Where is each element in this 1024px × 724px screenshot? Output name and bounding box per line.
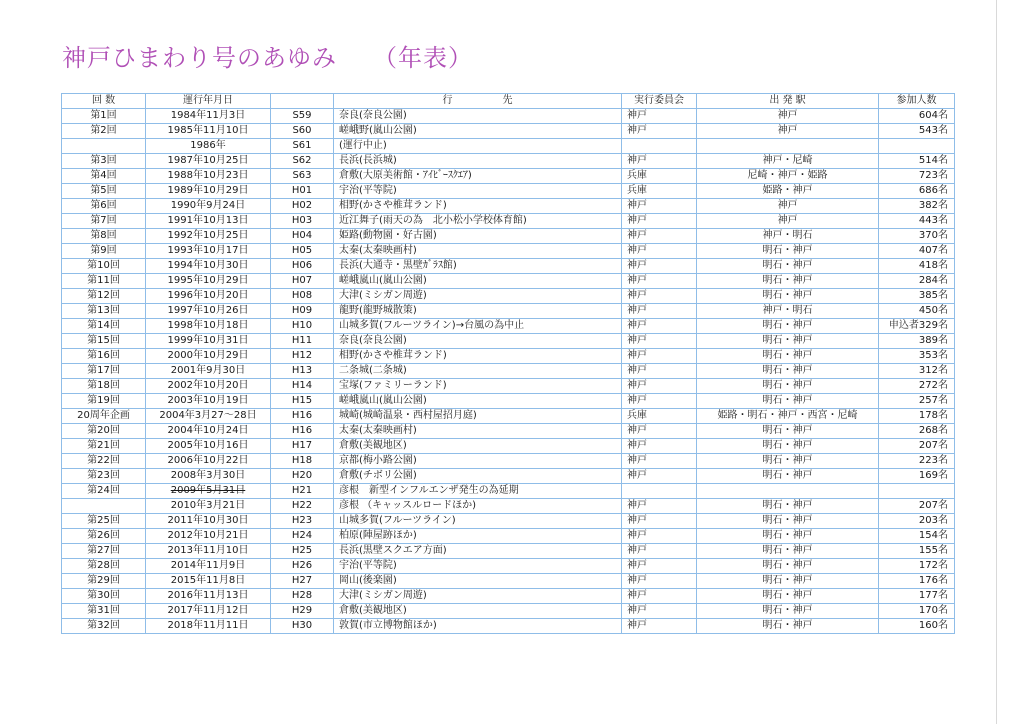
cell-count: 172名 <box>879 559 955 574</box>
cell-date: 1987年10月25日 <box>146 154 271 169</box>
cell-count <box>879 484 955 499</box>
cell-no: 第11回 <box>62 274 146 289</box>
cell-era: S63 <box>271 169 334 184</box>
cell-committee: 神戸 <box>622 544 697 559</box>
cell-count: 370名 <box>879 229 955 244</box>
cell-destination: 山城多賀(フルーツライン) <box>334 514 622 529</box>
cell-committee: 神戸 <box>622 604 697 619</box>
cell-committee: 神戸 <box>622 499 697 514</box>
cell-destination: 奈良(奈良公園) <box>334 334 622 349</box>
cell-era: H01 <box>271 184 334 199</box>
cell-committee: 神戸 <box>622 274 697 289</box>
cell-count: 177名 <box>879 589 955 604</box>
table-row <box>62 259 955 274</box>
cell-date: 2018年11月11日 <box>146 619 271 634</box>
cell-destination: 近江舞子(雨天の為 北小松小学校体育館) <box>334 214 622 229</box>
cell-count: 382名 <box>879 199 955 214</box>
cell-count: 312名 <box>879 364 955 379</box>
page-edge <box>996 0 997 724</box>
cell-destination: 相野(かさや椎茸ランド) <box>334 199 622 214</box>
cell-date: 1985年11月10日 <box>146 124 271 139</box>
cell-destination: 京都(梅小路公園) <box>334 454 622 469</box>
table-row <box>62 469 955 484</box>
cell-era: H10 <box>271 319 334 334</box>
cell-date: 2017年11月12日 <box>146 604 271 619</box>
cell-date: 1995年10月29日 <box>146 274 271 289</box>
cell-no: 第27回 <box>62 544 146 559</box>
cell-destination: 倉敷(チボリ公園) <box>334 469 622 484</box>
cell-date: 1996年10月20日 <box>146 289 271 304</box>
cell-station: 明石・神戸 <box>697 559 879 574</box>
table-row <box>62 274 955 289</box>
cell-committee: 神戸 <box>622 439 697 454</box>
table-row <box>62 484 955 499</box>
cell-era: H21 <box>271 484 334 499</box>
cell-station: 明石・神戸 <box>697 439 879 454</box>
table-row <box>62 289 955 304</box>
cell-station: 明石・神戸 <box>697 469 879 484</box>
cell-committee: 兵庫 <box>622 409 697 424</box>
cell-station <box>697 139 879 154</box>
table-row <box>62 439 955 454</box>
cell-destination: 相野(かさや椎茸ランド) <box>334 349 622 364</box>
cell-era: H16 <box>271 409 334 424</box>
cell-era: S61 <box>271 139 334 154</box>
cell-destination: (運行中止) <box>334 139 622 154</box>
table-row <box>62 319 955 334</box>
cell-committee: 神戸 <box>622 109 697 124</box>
cell-destination: 倉敷(美観地区) <box>334 439 622 454</box>
cell-no: 第16回 <box>62 349 146 364</box>
cell-station: 明石・神戸 <box>697 574 879 589</box>
cell-no: 第3回 <box>62 154 146 169</box>
cell-station: 神戸・明石 <box>697 229 879 244</box>
cell-era: H03 <box>271 214 334 229</box>
cell-era: H15 <box>271 394 334 409</box>
cell-destination: 敦賀(市立博物館ほか) <box>334 619 622 634</box>
cell-era: H25 <box>271 544 334 559</box>
header-station: 出 発 駅 <box>697 94 879 109</box>
table-row <box>62 139 955 154</box>
cell-station: 神戸 <box>697 124 879 139</box>
cell-count: 543名 <box>879 124 955 139</box>
cell-no: 第9回 <box>62 244 146 259</box>
cell-destination: 大津(ミシガン周遊) <box>334 289 622 304</box>
cell-era: H22 <box>271 499 334 514</box>
cell-no: 第5回 <box>62 184 146 199</box>
cell-era: S59 <box>271 109 334 124</box>
cell-count <box>879 139 955 154</box>
cell-date: 1997年10月26日 <box>146 304 271 319</box>
cell-count: 170名 <box>879 604 955 619</box>
cell-date: 1991年10月13日 <box>146 214 271 229</box>
cell-destination: 倉敷(大原美術館・ｱｲﾋﾞｰｽｸｴｱ) <box>334 169 622 184</box>
cell-date: 2006年10月22日 <box>146 454 271 469</box>
cell-date: 2003年10月19日 <box>146 394 271 409</box>
cell-count: 176名 <box>879 574 955 589</box>
cell-date: 1984年11月3日 <box>146 109 271 124</box>
cell-date: 2001年9月30日 <box>146 364 271 379</box>
cell-no: 第22回 <box>62 454 146 469</box>
cell-count: 385名 <box>879 289 955 304</box>
cell-era: H28 <box>271 589 334 604</box>
cell-date: 2014年11月9日 <box>146 559 271 574</box>
cell-destination: 宇治(平等院) <box>334 184 622 199</box>
cell-destination: 龍野(龍野城散策) <box>334 304 622 319</box>
cell-no: 第15回 <box>62 334 146 349</box>
table-row <box>62 619 955 634</box>
table-row <box>62 574 955 589</box>
cell-no: 第23回 <box>62 469 146 484</box>
table-row <box>62 454 955 469</box>
cell-committee: 神戸 <box>622 469 697 484</box>
cell-no: 第13回 <box>62 304 146 319</box>
cell-station: 神戸・明石 <box>697 304 879 319</box>
cell-destination: 宝塚(ファミリーランド) <box>334 379 622 394</box>
cell-station: 明石・神戸 <box>697 604 879 619</box>
cell-destination: 二条城(二条城) <box>334 364 622 379</box>
table-row <box>62 379 955 394</box>
cell-committee: 神戸 <box>622 394 697 409</box>
cell-no: 第17回 <box>62 364 146 379</box>
cell-count: 178名 <box>879 409 955 424</box>
cell-date: 1989年10月29日 <box>146 184 271 199</box>
cell-destination: 奈良(奈良公園) <box>334 109 622 124</box>
cell-station: 明石・神戸 <box>697 529 879 544</box>
cell-era: H06 <box>271 259 334 274</box>
cell-committee: 神戸 <box>622 304 697 319</box>
cell-count: 443名 <box>879 214 955 229</box>
cell-committee: 神戸 <box>622 199 697 214</box>
cell-date: 2015年11月8日 <box>146 574 271 589</box>
table-row <box>62 394 955 409</box>
cell-era: H05 <box>271 244 334 259</box>
cell-committee: 兵庫 <box>622 169 697 184</box>
table-row <box>62 184 955 199</box>
cell-date: 1988年10月23日 <box>146 169 271 184</box>
cell-station: 明石・神戸 <box>697 454 879 469</box>
cell-era: S60 <box>271 124 334 139</box>
header-committee: 実行委員会 <box>622 94 697 109</box>
cell-committee: 神戸 <box>622 124 697 139</box>
cell-destination: 城崎(城崎温泉・西村屋招月庭) <box>334 409 622 424</box>
cell-date: 1999年10月31日 <box>146 334 271 349</box>
cell-count: 申込者329名 <box>879 319 955 334</box>
cell-count: 353名 <box>879 349 955 364</box>
header-no: 回 数 <box>62 94 146 109</box>
cell-no: 第1回 <box>62 109 146 124</box>
cell-count: 686名 <box>879 184 955 199</box>
cell-station: 神戸・尼崎 <box>697 154 879 169</box>
cell-station: 神戸 <box>697 109 879 124</box>
cell-committee: 神戸 <box>622 364 697 379</box>
cell-count: 604名 <box>879 109 955 124</box>
cell-era: H11 <box>271 334 334 349</box>
cell-count: 160名 <box>879 619 955 634</box>
header-row <box>62 94 955 109</box>
cell-count: 169名 <box>879 469 955 484</box>
cell-count: 257名 <box>879 394 955 409</box>
cell-era: H09 <box>271 304 334 319</box>
cell-count: 207名 <box>879 439 955 454</box>
cell-date: 1992年10月25日 <box>146 229 271 244</box>
cell-count: 389名 <box>879 334 955 349</box>
cell-no: 第8回 <box>62 229 146 244</box>
cell-count: 223名 <box>879 454 955 469</box>
cell-no: 第31回 <box>62 604 146 619</box>
cell-no: 第24回 <box>62 484 146 499</box>
cell-station: 明石・神戸 <box>697 514 879 529</box>
table-row <box>62 304 955 319</box>
cell-date: 1993年10月17日 <box>146 244 271 259</box>
cell-station: 姫路・神戸 <box>697 184 879 199</box>
cell-committee: 神戸 <box>622 589 697 604</box>
header-destination: 行 先 <box>334 94 622 109</box>
cell-count: 203名 <box>879 514 955 529</box>
cell-station: 明石・神戸 <box>697 619 879 634</box>
cell-date: 2004年10月24日 <box>146 424 271 439</box>
cell-count: 155名 <box>879 544 955 559</box>
cell-date: 2004年3月27～28日 <box>146 409 271 424</box>
cell-destination: 長浜(黒壁スクエア方面) <box>334 544 622 559</box>
cell-era: H18 <box>271 454 334 469</box>
cell-era: H02 <box>271 199 334 214</box>
cell-destination: 嵯峨嵐山(嵐山公園) <box>334 394 622 409</box>
cell-destination: 彦根 （キャッスルロードほか) <box>334 499 622 514</box>
cell-no: 第21回 <box>62 439 146 454</box>
cell-date: 2010年3月21日 <box>146 499 271 514</box>
cell-no <box>62 499 146 514</box>
cell-committee: 神戸 <box>622 289 697 304</box>
cell-date: 2013年11月10日 <box>146 544 271 559</box>
cell-no: 第20回 <box>62 424 146 439</box>
cell-destination: 太秦(太秦映画村) <box>334 424 622 439</box>
table-row <box>62 244 955 259</box>
cell-no: 第12回 <box>62 289 146 304</box>
cell-committee: 神戸 <box>622 334 697 349</box>
cell-destination: 宇治(平等院) <box>334 559 622 574</box>
table-row <box>62 589 955 604</box>
cell-committee <box>622 484 697 499</box>
cell-station: 明石・神戸 <box>697 394 879 409</box>
cell-committee: 神戸 <box>622 559 697 574</box>
title-main: 神戸ひまわり号のあゆみ <box>62 44 337 72</box>
cell-no: 第28回 <box>62 559 146 574</box>
cell-station: 明石・神戸 <box>697 349 879 364</box>
cell-destination: 太秦(太秦映画村) <box>334 244 622 259</box>
cell-station: 明石・神戸 <box>697 589 879 604</box>
table-row <box>62 154 955 169</box>
cell-date: 1990年9月24日 <box>146 199 271 214</box>
table-row <box>62 559 955 574</box>
cell-committee: 神戸 <box>622 244 697 259</box>
cell-station: 明石・神戸 <box>697 379 879 394</box>
page-title <box>62 38 473 73</box>
cell-committee: 神戸 <box>622 514 697 529</box>
table-row <box>62 544 955 559</box>
cell-no: 第30回 <box>62 589 146 604</box>
cell-no: 第29回 <box>62 574 146 589</box>
cell-date: 2005年10月16日 <box>146 439 271 454</box>
cell-no: 第26回 <box>62 529 146 544</box>
cell-committee: 神戸 <box>622 349 697 364</box>
cell-no: 20周年企画 <box>62 409 146 424</box>
cell-destination: 嵯峨嵐山(嵐山公園) <box>334 274 622 289</box>
cell-date: 2011年10月30日 <box>146 514 271 529</box>
cell-count: 272名 <box>879 379 955 394</box>
cell-date: 2009年5月31日 <box>146 484 271 499</box>
table-row <box>62 409 955 424</box>
cell-date: 1986年 <box>146 139 271 154</box>
table-row <box>62 514 955 529</box>
table-row <box>62 229 955 244</box>
timeline-table <box>61 93 955 634</box>
cell-committee: 神戸 <box>622 319 697 334</box>
cell-station: 明石・神戸 <box>697 259 879 274</box>
cell-date: 2012年10月21日 <box>146 529 271 544</box>
cell-era: H14 <box>271 379 334 394</box>
cell-era: H23 <box>271 514 334 529</box>
cell-station: 明石・神戸 <box>697 244 879 259</box>
table-row <box>62 109 955 124</box>
cell-no: 第7回 <box>62 214 146 229</box>
table-row <box>62 334 955 349</box>
cell-station: 尼崎・神戸・姫路 <box>697 169 879 184</box>
cell-station: 明石・神戸 <box>697 544 879 559</box>
cell-era: H30 <box>271 619 334 634</box>
cell-station: 明石・神戸 <box>697 364 879 379</box>
table-row <box>62 424 955 439</box>
cell-no: 第32回 <box>62 619 146 634</box>
cell-no: 第6回 <box>62 199 146 214</box>
cell-era: H26 <box>271 559 334 574</box>
cell-station: 明石・神戸 <box>697 334 879 349</box>
cell-station: 神戸 <box>697 199 879 214</box>
cell-no: 第4回 <box>62 169 146 184</box>
cell-era: H08 <box>271 289 334 304</box>
table-row <box>62 499 955 514</box>
cell-committee: 兵庫 <box>622 184 697 199</box>
cell-destination: 姫路(動物園・好古園) <box>334 229 622 244</box>
cell-era: S62 <box>271 154 334 169</box>
cell-destination: 長浜(長浜城) <box>334 154 622 169</box>
cell-destination: 嵯峨野(嵐山公園) <box>334 124 622 139</box>
cell-date: 1998年10月18日 <box>146 319 271 334</box>
cell-station: 明石・神戸 <box>697 289 879 304</box>
header-era <box>271 94 334 109</box>
table-row <box>62 349 955 364</box>
cell-era: H29 <box>271 604 334 619</box>
cell-no: 第2回 <box>62 124 146 139</box>
cell-count: 514名 <box>879 154 955 169</box>
cell-date: 2002年10月20日 <box>146 379 271 394</box>
table-row <box>62 169 955 184</box>
cell-station: 明石・神戸 <box>697 274 879 289</box>
table-row <box>62 604 955 619</box>
cell-no: 第18回 <box>62 379 146 394</box>
cell-destination: 彦根 新型インフルエンザ発生の為延期 <box>334 484 622 499</box>
cell-destination: 山城多賀(フルーツライン)→台風の為中止 <box>334 319 622 334</box>
header-date: 運行年月日 <box>146 94 271 109</box>
cell-count: 450名 <box>879 304 955 319</box>
cell-era: H20 <box>271 469 334 484</box>
cell-committee: 神戸 <box>622 454 697 469</box>
cell-destination: 大津(ミシガン周遊) <box>334 589 622 604</box>
cell-count: 268名 <box>879 424 955 439</box>
table-row <box>62 199 955 214</box>
cell-no: 第19回 <box>62 394 146 409</box>
table-row <box>62 529 955 544</box>
cell-no: 第14回 <box>62 319 146 334</box>
cell-destination: 岡山(後楽園) <box>334 574 622 589</box>
cell-era: H12 <box>271 349 334 364</box>
cell-station: 神戸 <box>697 214 879 229</box>
cell-era: H04 <box>271 229 334 244</box>
cell-count: 418名 <box>879 259 955 274</box>
cell-destination: 長浜(大通寺・黒壁ｶﾞﾗｽ館) <box>334 259 622 274</box>
cell-committee: 神戸 <box>622 619 697 634</box>
table-row <box>62 214 955 229</box>
cell-count: 207名 <box>879 499 955 514</box>
cell-count: 284名 <box>879 274 955 289</box>
cell-committee: 神戸 <box>622 379 697 394</box>
cell-committee: 神戸 <box>622 214 697 229</box>
cell-era: H16 <box>271 424 334 439</box>
cell-era: H07 <box>271 274 334 289</box>
cell-no: 第25回 <box>62 514 146 529</box>
cell-no: 第10回 <box>62 259 146 274</box>
cell-station: 姫路・明石・神戸・西宮・尼崎 <box>697 409 879 424</box>
cell-destination: 柏原(陣屋跡ほか) <box>334 529 622 544</box>
cell-date: 2008年3月30日 <box>146 469 271 484</box>
title-sub: （年表） <box>373 44 473 72</box>
cell-committee: 神戸 <box>622 229 697 244</box>
cell-station: 明石・神戸 <box>697 499 879 514</box>
cell-era: H13 <box>271 364 334 379</box>
cell-committee: 神戸 <box>622 154 697 169</box>
cell-committee: 神戸 <box>622 259 697 274</box>
cell-count: 154名 <box>879 529 955 544</box>
cell-date: 2000年10月29日 <box>146 349 271 364</box>
table-row <box>62 124 955 139</box>
cell-date: 1994年10月30日 <box>146 259 271 274</box>
cell-station: 明石・神戸 <box>697 424 879 439</box>
cell-station <box>697 484 879 499</box>
cell-era: H24 <box>271 529 334 544</box>
cell-date: 2016年11月13日 <box>146 589 271 604</box>
cell-count: 723名 <box>879 169 955 184</box>
cell-era: H27 <box>271 574 334 589</box>
cell-committee <box>622 139 697 154</box>
header-count: 参加人数 <box>879 94 955 109</box>
cell-station: 明石・神戸 <box>697 319 879 334</box>
cell-era: H17 <box>271 439 334 454</box>
cell-committee: 神戸 <box>622 574 697 589</box>
cell-destination: 倉敷(美観地区) <box>334 604 622 619</box>
cell-committee: 神戸 <box>622 424 697 439</box>
cell-committee: 神戸 <box>622 529 697 544</box>
cell-count: 407名 <box>879 244 955 259</box>
table-row <box>62 364 955 379</box>
cell-no <box>62 139 146 154</box>
